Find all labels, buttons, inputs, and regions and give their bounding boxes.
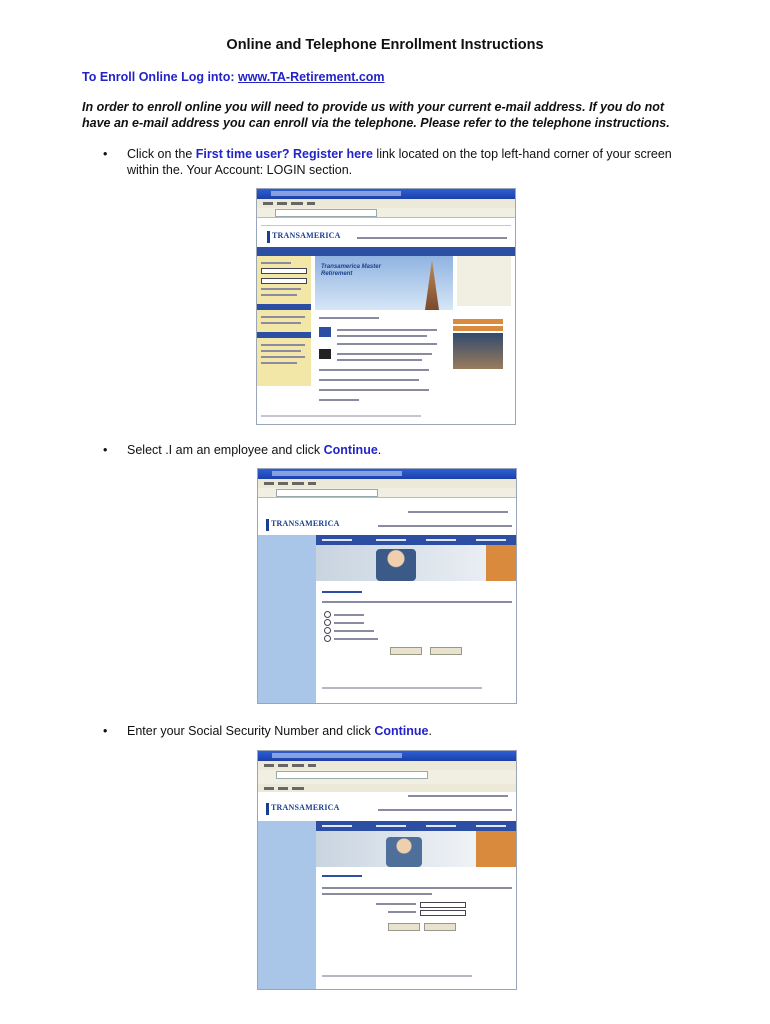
left-rail	[258, 535, 316, 703]
transamerica-logo: TRANSAMERICA	[271, 803, 340, 812]
address-bar	[257, 208, 515, 218]
page-title: Online and Telephone Enrollment Instructions	[226, 37, 544, 53]
bullet-icon: •	[103, 443, 108, 457]
step-1-text: Click on the First time user? Register here link located on the top left-hand corner of your screen within the. Your Account: LOGIN section.	[127, 147, 672, 177]
hero-headline: Transamerica Master Retirement	[321, 264, 381, 277]
nav-bar	[257, 247, 515, 256]
enroll-online-line	[82, 70, 385, 84]
transamerica-logo: TRANSAMERICA	[271, 519, 340, 528]
people-photo	[453, 333, 503, 369]
nav-bar	[316, 821, 516, 831]
browser-titlebar	[258, 469, 516, 479]
browser-titlebar	[257, 189, 515, 199]
hero-photo	[316, 831, 476, 867]
step-2-text: Select .I am an employee and click Continue.	[127, 443, 382, 457]
bullet-icon: •	[103, 724, 108, 738]
continue-button	[388, 923, 420, 931]
hero-banner	[315, 256, 453, 310]
nav-bar	[316, 535, 516, 545]
cancel-button	[424, 923, 456, 931]
screenshot-ssn-entry	[257, 750, 517, 990]
screenshot-homepage	[256, 188, 516, 425]
bullet-icon: •	[103, 147, 108, 161]
address-bar	[258, 770, 516, 785]
ta-retirement-link[interactable]: www.TA-Retirement.com	[238, 70, 385, 84]
login-sidebar	[257, 256, 311, 386]
left-rail	[258, 821, 316, 989]
browser-titlebar	[258, 751, 516, 761]
browser-menu	[257, 199, 515, 208]
browser-menu	[258, 761, 516, 770]
cancel-button	[430, 647, 462, 655]
transamerica-logo: TRANSAMERICA	[272, 231, 341, 240]
hero-photo	[316, 545, 486, 581]
enroll-prefix: To Enroll Online Log into:	[82, 70, 238, 84]
browser-menu	[258, 479, 516, 488]
continue-link[interactable]: Continue	[323, 443, 378, 457]
continue-link[interactable]: Continue	[374, 724, 429, 738]
continue-button	[390, 647, 422, 655]
screenshot-user-type	[257, 468, 517, 704]
address-bar	[258, 488, 516, 498]
intro-paragraph: In order to enroll online you will need to provide us with your current e-mail address. If you do not have an e-mail address you can enroll via the telephone. Please refer to the telephone instructions.	[82, 100, 670, 130]
register-link[interactable]: First time user? Register here	[195, 147, 373, 161]
step-3-text: Enter your Social Security Number and click Continue.	[127, 724, 432, 738]
